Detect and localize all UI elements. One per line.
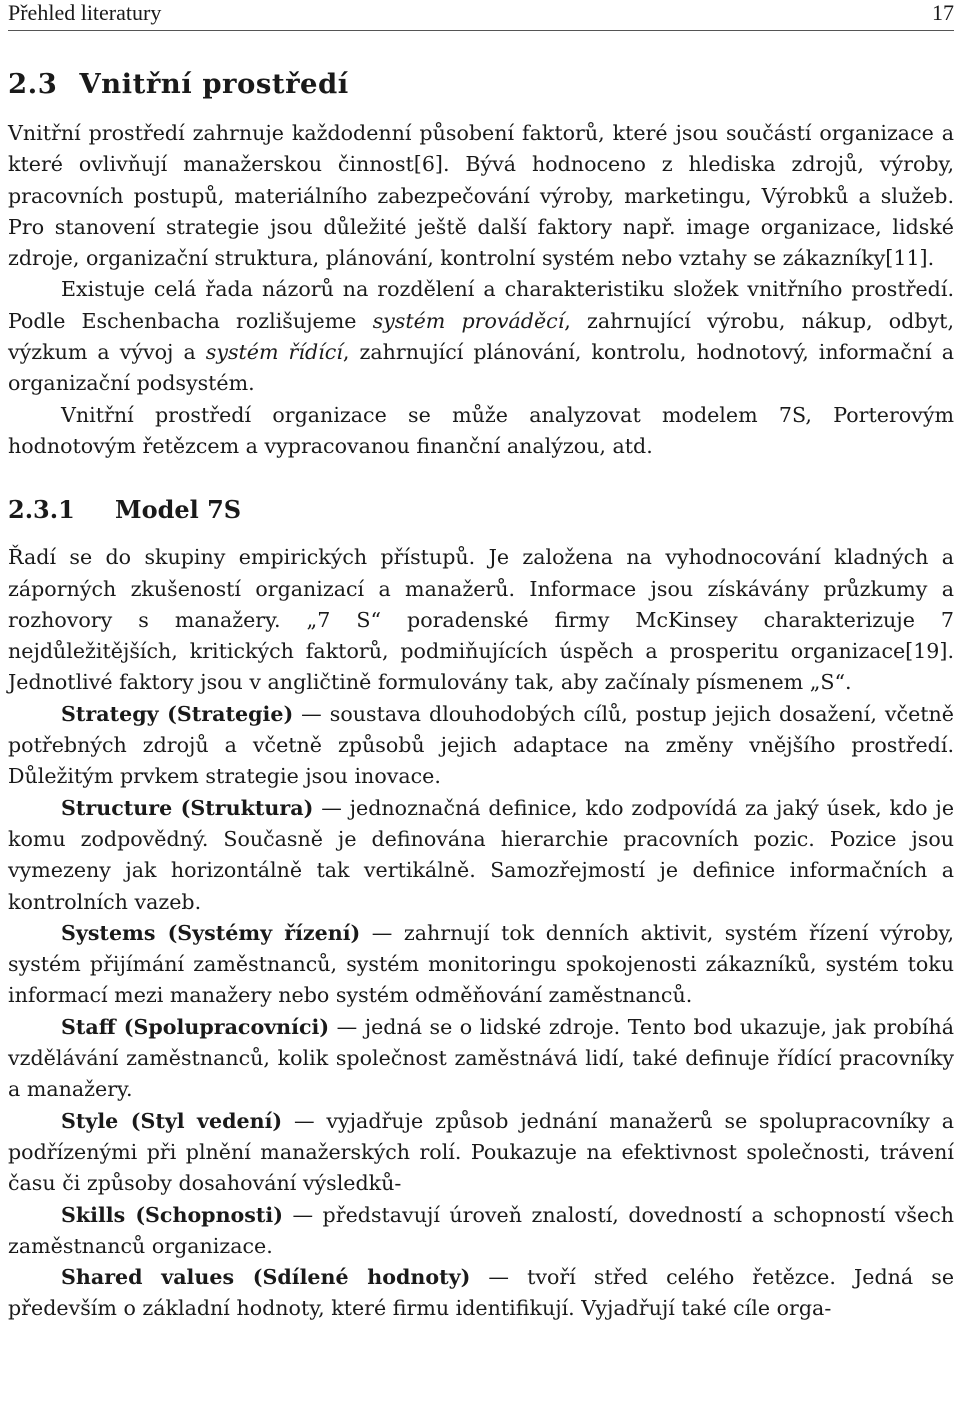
paragraph-2-part-c: , zahrnující plánování, kontrolu, hodnotový, informační a organizační podsystém. [8,340,954,396]
factor-term: Skills (Schopnosti) [61,1202,283,1227]
factor-style [8,1106,954,1200]
factor-systems [8,918,954,1012]
header-page-number: 17 [932,0,954,25]
model-intro-paragraph: Řadí se do skupiny empirických přístupů. Je založena na vyhodnocování kladných a záporných zkušeností organizací a manažerů. Informace jsou získávány průzkumy a rozhovory s manažery. „7 S“ poradenské firmy McKinsey charakterizuje 7 nejdůležitějších, kritických faktorů, podmiňujících úspěch a prosperitu organizace[19]. Jednotlivé faktory jsou v angličtině formulovány tak, aby začínaly písmenem „S“. [8,545,954,695]
factor-description: — tvoří střed celého řetězce. Jedná se především o základní hodnoty, které firmu identifikují. Vyjadřují také cíle orga- [8,1265,955,1321]
document-page [8,0,954,1325]
factor-structure [8,793,954,918]
subsection-heading [8,495,954,525]
factor-term: Style (Styl vedení) [61,1108,283,1133]
header-chapter-title: Přehled literatury [8,0,162,25]
paragraph-3: Vnitřní prostředí organizace se může analyzovat modelem 7S, Porterovým hodnotovým řetězcem a vypracovanou finanční analýzou, atd. [8,402,954,458]
factor-description: — zahrnují tok denních aktivit, systém řízení výroby, systém přijímání zaměstnanců, systém monitoringu spokojenosti zákazníků, systém toku informací mezi manažery nebo systém odměňování zaměstnanců. [8,920,954,1008]
paragraph-2 [8,274,954,399]
factor-description: — jednoznačná definice, kdo zodpovídá za jaký úsek, kdo je komu zodpovědný. Současně je definována hierarchie pracovních pozic. Pozice jsou vymezeny jak horizontálně tak vertikálně. Samozřejmostí je definice informačních a kontrolních vazeb. [8,795,955,914]
factor-term: Systems (Systémy řízení) [61,920,361,945]
factor-shared-values [8,1262,954,1325]
factor-term: Shared values (Sdílené hodnoty) [61,1265,471,1290]
factor-staff [8,1012,954,1106]
subsection-title: Model 7S [115,495,242,525]
paragraph-2-part-a: Existuje celá řada názorů na rozdělení a charakteristiku složek vnitřního prostředí. Podle Eschenbacha rozlišujeme [8,277,954,333]
factor-description: — vyjadřuje způsob jednání manažerů se spolupracovníky a podřízenými při plnění manažerských rolí. Poukazuje na efektivnost společnosti, trávení času či způsoby dosahování výsledků- [8,1108,954,1196]
factor-term: Strategy (Strategie) [61,701,294,726]
factor-skills [8,1200,954,1263]
subsection-number: 2.3.1 [8,495,75,525]
paragraph-2-emphasis-2: systém řídící [205,340,343,365]
factor-strategy [8,699,954,793]
paragraph-2-part-b: , zahrnující výrobu, nákup, odbyt, výzkum a vývoj a [8,308,954,365]
running-header [8,0,954,31]
factor-description: — představují úroveň znalostí, dovedností a schopností všech zaměstnanců organizace. [8,1202,954,1258]
factor-description: — soustava dlouhodobých cílů, postup jejich dosažení, včetně potřebných zdrojů a včetně způsobů jejich adaptace na změny vnějšího prostředí. Důležitým prvkem strategie jsou inovace. [8,701,954,789]
section-title: Vnitřní prostředí [79,68,349,100]
factor-term: Structure (Struktura) [61,795,314,820]
section-number: 2.3 [8,68,58,100]
paragraph-1: Vnitřní prostředí zahrnuje každodenní působení faktorů, které jsou součástí organizace a které ovlivňují manažerskou činnost[6]. Bývá hodnoceno z hlediska zdrojů, výroby, pracovních postupů, materiálního zabezpečování výroby, marketingu, Výrobků a služeb. Pro stanovení strategie jsou důležité ještě další faktory např. image organizace, lidské zdroje, organizační struktura, plánování, kontrolní systém nebo vztahy se zákazníky[11]. [8,121,954,271]
section-heading [8,67,954,101]
factor-description: — jedná se o lidské zdroje. Tento bod ukazuje, jak probíhá vzdělávání zaměstnanců, kolik společnost zaměstnává lidí, také definuje řídící pracovníky a manažery. [8,1014,954,1102]
paragraph-2-emphasis-1: systém prováděcí [372,308,565,333]
factor-term: Staff (Spolupracovníci) [61,1014,330,1039]
